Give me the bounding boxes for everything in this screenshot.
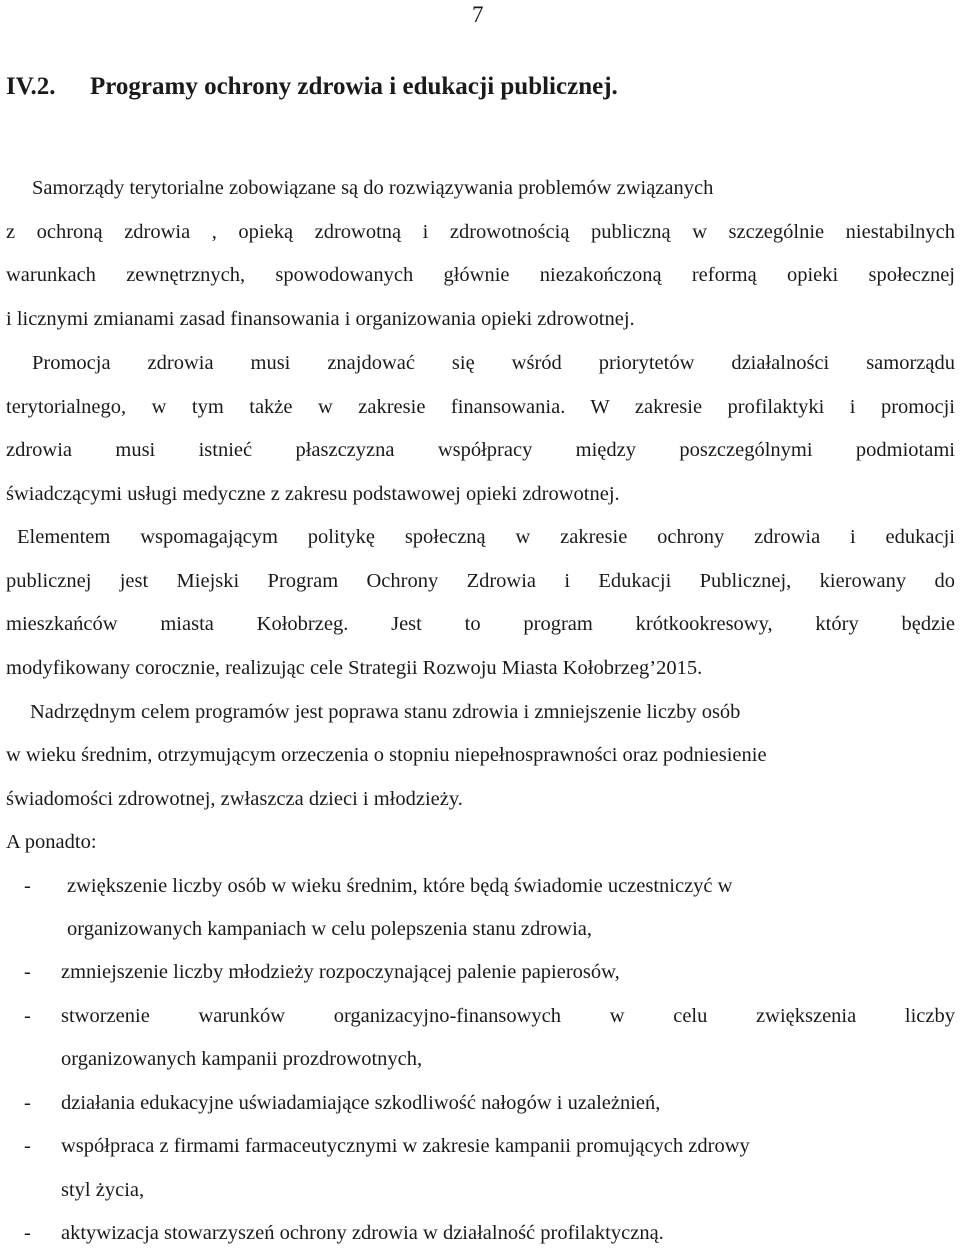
section-number: IV.2. xyxy=(6,73,56,100)
list-item-text: styl życia, xyxy=(61,1179,145,1201)
list-bullet: - xyxy=(24,1222,31,1244)
list-bullet: - xyxy=(24,1092,31,1114)
list-item-text: aktywizacja stowarzyszeń ochrony zdrowia w działalność profilaktyczną. xyxy=(61,1222,664,1244)
paragraph-line: Promocja zdrowia musi znajdować się wśród priorytetów działalności samorządu xyxy=(32,352,955,374)
list-bullet: - xyxy=(24,961,31,983)
paragraph-line: i licznymi zmianami zasad finansowania i organizowania opieki zdrowotnej. xyxy=(6,308,635,330)
paragraph-line: mieszkańców miasta Kołobrzeg. Jest to program krótkookresowy, który będzie xyxy=(6,613,955,635)
page-number: 7 xyxy=(472,2,484,27)
list-item-text: zwiększenie liczby osób w wieku średnim, które będą świadomie uczestniczyć w xyxy=(67,875,733,897)
paragraph-line: Samorządy terytorialne zobowiązane są do rozwiązywania problemów związanych xyxy=(32,177,714,199)
list-item-text: działania edukacyjne uświadamiające szkodliwość nałogów i uzależnień, xyxy=(61,1092,661,1114)
list-item-text: współpraca z firmami farmaceutycznymi w zakresie kampanii promujących zdrowy xyxy=(61,1135,750,1157)
paragraph-line: w wieku średnim, otrzymującym orzeczenia o stopniu niepełnosprawności oraz podniesienie xyxy=(6,744,767,766)
list-bullet: - xyxy=(24,875,31,897)
paragraph-line: świadczącymi usługi medyczne z zakresu podstawowej opieki zdrowotnej. xyxy=(6,483,620,505)
paragraph-line: publicznej jest Miejski Program Ochrony Zdrowia i Edukacji Publicznej, kierowany do xyxy=(6,570,955,592)
section-heading xyxy=(6,73,618,101)
paragraph-line: A ponadto: xyxy=(6,831,97,853)
list-item-text: organizowanych kampaniach w celu polepszenia stanu zdrowia, xyxy=(67,918,593,940)
list-bullet: - xyxy=(24,1005,31,1027)
paragraph-line: świadomości zdrowotnej, zwłaszcza dzieci i młodzieży. xyxy=(6,788,463,810)
paragraph-line: Nadrzędnym celem programów jest poprawa stanu zdrowia i zmniejszenie liczby osób xyxy=(30,701,741,723)
paragraph-line: z ochroną zdrowia , opieką zdrowotną i zdrowotnością publiczną w szczególnie niestabilnych xyxy=(6,221,955,243)
paragraph-line: zdrowia musi istnieć płaszczyzna współpracy między poszczególnymi podmiotami xyxy=(6,439,955,461)
list-item-text: stworzenie warunków organizacyjno-finansowych w celu zwiększenia liczby xyxy=(61,1005,955,1027)
section-title: Programy ochrony zdrowia i edukacji publicznej. xyxy=(90,73,618,100)
list-item-text: organizowanych kampanii prozdrowotnych, xyxy=(61,1048,423,1070)
paragraph-line: Elementem wspomagającym politykę społeczną w zakresie ochrony zdrowia i edukacji xyxy=(17,526,955,548)
list-item-text: zmniejszenie liczby młodzieży rozpoczynającej palenie papierosów, xyxy=(61,961,620,983)
list-bullet: - xyxy=(24,1135,31,1157)
paragraph-line: warunkach zewnętrznych, spowodowanych głównie niezakończoną reformą opieki społecznej xyxy=(6,264,955,286)
paragraph-line: terytorialnego, w tym także w zakresie finansowania. W zakresie profilaktyki i promocji xyxy=(6,396,955,418)
paragraph-line: modyfikowany corocznie, realizując cele Strategii Rozwoju Miasta Kołobrzeg’2015. xyxy=(6,657,703,679)
